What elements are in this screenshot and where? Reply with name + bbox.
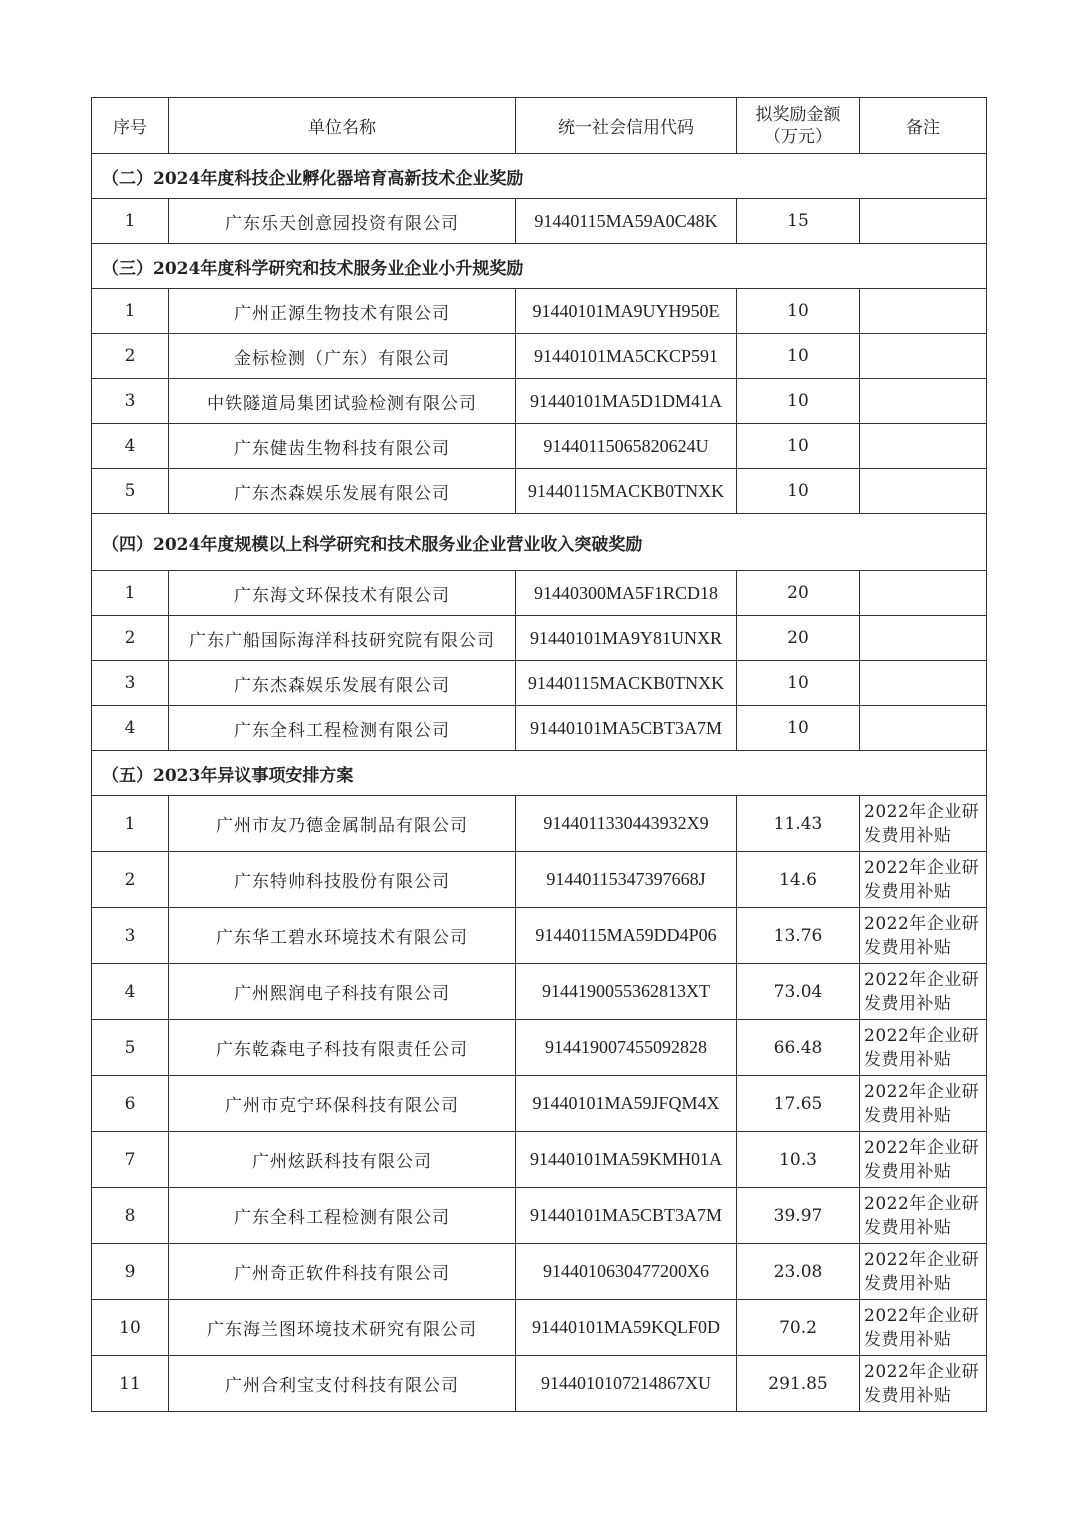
header-row — [92, 98, 987, 154]
cell-amount: 291.85 — [737, 1356, 860, 1412]
cell-note — [860, 469, 987, 514]
cell-company-name: 广东健齿生物科技有限公司 — [169, 424, 516, 469]
cell-company-name: 广东杰森娱乐发展有限公司 — [169, 661, 516, 706]
cell-index: 4 — [92, 706, 169, 751]
cell-company-name: 广东乐天创意园投资有限公司 — [169, 199, 516, 244]
cell-company-name: 广东全科工程检测有限公司 — [169, 706, 516, 751]
table-row — [92, 616, 987, 661]
cell-index: 4 — [92, 964, 169, 1020]
cell-note: 2022年企业研发费用补贴 — [860, 908, 987, 964]
cell-note — [860, 661, 987, 706]
table-row — [92, 1244, 987, 1300]
cell-credit-code: 914419007455092828 — [516, 1020, 737, 1076]
cell-company-name: 金标检测（广东）有限公司 — [169, 334, 516, 379]
cell-amount: 10 — [737, 469, 860, 514]
cell-amount: 15 — [737, 199, 860, 244]
cell-note — [860, 334, 987, 379]
table-row — [92, 908, 987, 964]
cell-credit-code: 9144190055362813XT — [516, 964, 737, 1020]
cell-index: 1 — [92, 199, 169, 244]
cell-note: 2022年企业研发费用补贴 — [860, 796, 987, 852]
cell-note: 2022年企业研发费用补贴 — [860, 1356, 987, 1412]
table-row — [92, 1076, 987, 1132]
header-amount-line1: 拟奖励金额 — [755, 104, 841, 125]
cell-credit-code: 91440101MA5CKCP591 — [516, 334, 737, 379]
cell-note: 2022年企业研发费用补贴 — [860, 1244, 987, 1300]
cell-index: 1 — [92, 571, 169, 616]
table-row — [92, 289, 987, 334]
section-title: （四）2024年度规模以上科学研究和技术服务业企业营业收入突破奖励 — [92, 514, 987, 571]
cell-index: 3 — [92, 379, 169, 424]
cell-company-name: 广州市克宁环保科技有限公司 — [169, 1076, 516, 1132]
cell-index: 10 — [92, 1300, 169, 1356]
cell-credit-code: 91440101MA59KMH01A — [516, 1132, 737, 1188]
cell-company-name: 广东杰森娱乐发展有限公司 — [169, 469, 516, 514]
cell-company-name: 广东乾森电子科技有限责任公司 — [169, 1020, 516, 1076]
cell-credit-code: 91440101MA59JFQM4X — [516, 1076, 737, 1132]
header-index: 序号 — [92, 98, 169, 154]
cell-company-name: 广州奇正软件科技有限公司 — [169, 1244, 516, 1300]
cell-note: 2022年企业研发费用补贴 — [860, 1020, 987, 1076]
cell-amount: 39.97 — [737, 1188, 860, 1244]
table-row — [92, 796, 987, 852]
header-amount-line2: （万元） — [764, 126, 832, 147]
cell-index: 2 — [92, 616, 169, 661]
table-body — [92, 98, 987, 1412]
cell-credit-code: 9144010630477200X6 — [516, 1244, 737, 1300]
cell-company-name: 广东全科工程检测有限公司 — [169, 1188, 516, 1244]
cell-credit-code: 91440300MA5F1RCD18 — [516, 571, 737, 616]
table-row — [92, 1300, 987, 1356]
cell-note: 2022年企业研发费用补贴 — [860, 1300, 987, 1356]
cell-note: 2022年企业研发费用补贴 — [860, 852, 987, 908]
cell-index: 1 — [92, 289, 169, 334]
cell-company-name: 广东广船国际海洋科技研究院有限公司 — [169, 616, 516, 661]
cell-credit-code: 91440115MA59A0C48K — [516, 199, 737, 244]
cell-amount: 10 — [737, 289, 860, 334]
table-row — [92, 1356, 987, 1412]
cell-credit-code: 914401150658206​24U — [516, 424, 737, 469]
table-row — [92, 424, 987, 469]
cell-credit-code: 91440101MA5CBT3A7M — [516, 706, 737, 751]
cell-credit-code: 91440115MACKB0TNXK — [516, 661, 737, 706]
cell-company-name: 广州合利宝支付科技有限公司 — [169, 1356, 516, 1412]
table-row — [92, 964, 987, 1020]
cell-note — [860, 571, 987, 616]
cell-credit-code: 91440115MA59DD4P06 — [516, 908, 737, 964]
table-row — [92, 334, 987, 379]
cell-company-name: 广东海兰图环境技术研究有限公司 — [169, 1300, 516, 1356]
cell-index: 3 — [92, 908, 169, 964]
cell-note — [860, 289, 987, 334]
cell-index: 2 — [92, 852, 169, 908]
cell-note — [860, 706, 987, 751]
cell-index: 5 — [92, 469, 169, 514]
cell-note: 2022年企业研发费用补贴 — [860, 964, 987, 1020]
award-table — [91, 97, 987, 1412]
cell-index: 1 — [92, 796, 169, 852]
cell-note — [860, 379, 987, 424]
cell-amount: 14.6 — [737, 852, 860, 908]
cell-credit-code: 9144011330443932X9 — [516, 796, 737, 852]
cell-note — [860, 616, 987, 661]
table-row — [92, 571, 987, 616]
section-row — [92, 751, 987, 796]
section-row — [92, 514, 987, 571]
cell-index: 9 — [92, 1244, 169, 1300]
table-row — [92, 199, 987, 244]
table-row — [92, 852, 987, 908]
cell-credit-code: 91440101MA9Y81UNXR — [516, 616, 737, 661]
cell-index: 8 — [92, 1188, 169, 1244]
cell-note: 2022年企业研发费用补贴 — [860, 1188, 987, 1244]
cell-company-name: 广东特帅科技股份有限公司 — [169, 852, 516, 908]
cell-credit-code: 91440101MA5CBT3A7M — [516, 1188, 737, 1244]
cell-credit-code: 91440101MA59KQLF0D — [516, 1300, 737, 1356]
section-title: （二）2024年度科技企业孵化器培育高新技术企业奖励 — [92, 154, 987, 199]
cell-credit-code: 91440115347397668J — [516, 852, 737, 908]
table-row — [92, 706, 987, 751]
cell-index: 11 — [92, 1356, 169, 1412]
cell-credit-code: 91440101MA9UYH950E — [516, 289, 737, 334]
table-row — [92, 1188, 987, 1244]
cell-company-name: 广州熙润电子科技有限公司 — [169, 964, 516, 1020]
section-title: （五）2023年异议事项安排方案 — [92, 751, 987, 796]
cell-note: 2022年企业研发费用补贴 — [860, 1076, 987, 1132]
section-title: （三）2024年度科学研究和技术服务业企业小升规奖励 — [92, 244, 987, 289]
cell-amount: 17.65 — [737, 1076, 860, 1132]
cell-amount: 10.3 — [737, 1132, 860, 1188]
cell-company-name: 广州市友乃德金属制品有限公司 — [169, 796, 516, 852]
cell-amount: 73.04 — [737, 964, 860, 1020]
table-row — [92, 661, 987, 706]
cell-amount: 66.48 — [737, 1020, 860, 1076]
cell-index: 5 — [92, 1020, 169, 1076]
cell-amount: 10 — [737, 424, 860, 469]
header-code: 统一社会信用代码 — [516, 98, 737, 154]
cell-amount: 20 — [737, 616, 860, 661]
cell-note: 2022年企业研发费用补贴 — [860, 1132, 987, 1188]
cell-amount: 10 — [737, 706, 860, 751]
cell-amount: 10 — [737, 379, 860, 424]
header-note: 备注 — [860, 98, 987, 154]
cell-index: 7 — [92, 1132, 169, 1188]
cell-company-name: 广东华工碧水环境技术有限公司 — [169, 908, 516, 964]
cell-company-name: 广州正源生物技术有限公司 — [169, 289, 516, 334]
cell-index: 3 — [92, 661, 169, 706]
table-row — [92, 1020, 987, 1076]
cell-credit-code: 91440101MA5D1DM41A — [516, 379, 737, 424]
cell-amount: 13.76 — [737, 908, 860, 964]
cell-amount: 23.08 — [737, 1244, 860, 1300]
cell-company-name: 广东海文环保技术有限公司 — [169, 571, 516, 616]
header-amount — [737, 98, 860, 154]
table-row — [92, 469, 987, 514]
table-row — [92, 379, 987, 424]
section-row — [92, 154, 987, 199]
header-name: 单位名称 — [169, 98, 516, 154]
cell-amount: 10 — [737, 661, 860, 706]
cell-amount: 11.43 — [737, 796, 860, 852]
cell-amount: 20 — [737, 571, 860, 616]
cell-credit-code: 914401010721486​7XU — [516, 1356, 737, 1412]
cell-index: 6 — [92, 1076, 169, 1132]
cell-company-name: 广州炫跃科技有限公司 — [169, 1132, 516, 1188]
cell-note — [860, 199, 987, 244]
cell-amount: 10 — [737, 334, 860, 379]
cell-company-name: 中铁隧道局集团试验检测有限公司 — [169, 379, 516, 424]
cell-index: 4 — [92, 424, 169, 469]
cell-note — [860, 424, 987, 469]
table-row — [92, 1132, 987, 1188]
cell-credit-code: 91440115MACKB0TNXK — [516, 469, 737, 514]
cell-amount: 70.2 — [737, 1300, 860, 1356]
cell-index: 2 — [92, 334, 169, 379]
section-row — [92, 244, 987, 289]
